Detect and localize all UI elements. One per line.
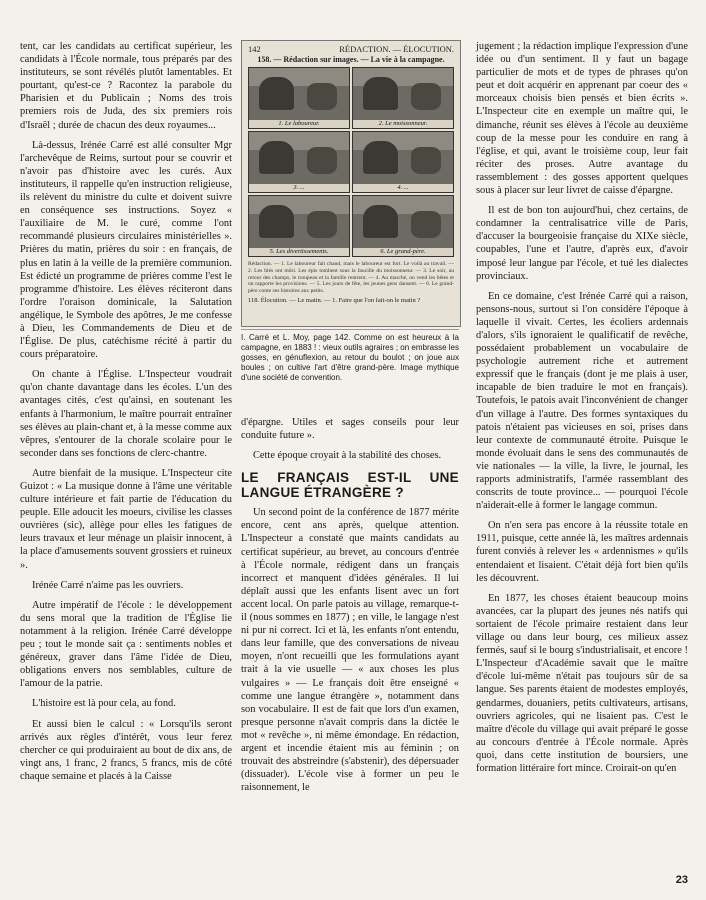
- paragraph: jugement ; la rédaction implique l'expression d'une idée ou d'un sentiment. Il y faut un bagage particulier de mots et de types de phrases qu'on peut et doit acquérir en apprenant par coeur des « morceaux choisis bien pensés et bien écrits ». L'Inspecteur cite en exemple un maître qui, le dimanche, réunit ses élèves à l'école au deuxième coup de la messe pour les conduire en rang à l'église, et qui, avant le troisième coup, leur fait réciter des proses. Autre avantage du rassemblement : des gosses apportent quelques sous à placer sur leur livret de caisse d'épargne.: [476, 41, 688, 197]
- figure-image-grid: [248, 67, 454, 257]
- figure-panel: [248, 195, 350, 257]
- panel-caption: 3. ...: [249, 184, 349, 192]
- figure-title: 158. — Rédaction sur images. — La vie à la campagne.: [257, 55, 445, 64]
- figure-body-text: Rédaction. — 1. Le laboureur fait chaud, mais le laboureur est fort. Le voilà au travail. — 2. Les blés ont mûri. Les épis tombent sous la faucille du moissonneur. — 3. Le soir, au retour des champs, le troupeau et la famille rentrent. — 4. Au marché, on vend les bêtes et on rapporte les provisions. — 5. Les jours de fête, les jeunes gens dansent. — 6. Le grand-père conte ses histoires aux petits.: [248, 261, 454, 295]
- panel-caption: 6. Le grand-père.: [353, 248, 453, 256]
- figure-header: [242, 41, 460, 54]
- figure-caption: I. Carré et L. Moy, page 142. Comme on est heureux à la campagne, en 1883 ! : vieux outils agraires ; on embrasse les gosses, en génuflexion, au retour du boulot ; on joue aux boules ; on cultive l'art d'être grand-père. Image mythique d'une société de convention.: [241, 329, 459, 383]
- column-right: [476, 40, 688, 782]
- panel-caption: 1. Le laboureur.: [249, 120, 349, 128]
- paragraph: Un second point de la conférence de 1877 mérite encore, cent ans après, quelque attention. L'Inspecteur a constaté que maints candidats au certificat supérieur, au brevet, au concours d'entrée à l'École normale, rédigent dans un français incorrect et manquent d'idées générales. Il lui déplaît aussi que les enfants lisent avec un fort accent local. On parle patois au village, remarque-t-il (nous sommes en 1877) ; en ville, le langage n'est ni pur ni correct. Ici et là, les enfants n'ont entendu, dans leur famille, que des conversations de niveau moyen, n'ont recueilli que les formulations ayant trait à la vie usuelle — « aux choses les plus vulgaires » — Le français doit être enseigné « comme une langue étrangère », notamment dans son vocabulaire. Il est de fait que lors d'un examen, presque personne n'avait compris dans la dictée le mot « revêche », ni même émondage. En rédaction, argent et incendie étaient mis au féminin ; on trouvait des abstreindre (s'abstenir), des dépersuader (dissuader). L'école vise à former un peu le raisonnement, le: [241, 507, 459, 794]
- figure-running-head: RÉDACTION. — ÉLOCUTION.: [339, 44, 454, 54]
- schoolbook-illustration: [241, 40, 461, 327]
- figure-panel: [352, 67, 454, 129]
- paragraph: tent, car les candidats au certificat supérieur, les candidats à l'École normale, tous préparés par des instituteurs, se sont révélés plutôt lamentables. Et pourtant, qu'est-ce ? Racontez la parabole du Pharisien et du Publicain ; Noms des trois premiers rois de Juda, des six premiers rois d'Israël ; durée de chacun des deux royaumes...: [20, 41, 232, 131]
- panel-caption: 2. Le moissonneur.: [353, 120, 453, 128]
- paragraph: Cette époque croyait à la stabilité des choses.: [253, 450, 442, 462]
- paragraph: Autre impératif de l'école : le développement du sens moral que la tradition de l'Église lie notamment à la religion. Irénée Carré développe peu ; tout le monde sait ça : sentiments nobles et généreux, graver dans l'âme l'idée de Dieu, obligations envers nos semblables, culture de l'amour de la patrie.: [20, 599, 232, 690]
- figure-footer: 118. Élocution. — Le matin. — 1. Faire que l'on fait-on le matin ?: [248, 296, 421, 304]
- paragraph: L'histoire est là pour cela, au fond.: [32, 698, 176, 710]
- figure-page-number: 142: [248, 44, 261, 54]
- paragraph: On n'en sera pas encore à la réussite totale en 1911, puisque, cette année là, les maîtres ardennais furent conviés à relever les « ardennismes » qu'ils entendaient et lisaient. C'était déjà fort bien qu'ils les découvrent.: [476, 520, 688, 584]
- column-middle: [241, 416, 459, 801]
- paragraph: d'épargne. Utiles et sages conseils pour leur conduite future ».: [241, 417, 459, 442]
- figure-panel: [248, 67, 350, 129]
- page-number: 23: [675, 874, 688, 886]
- paragraph: En ce domaine, c'est Irénée Carré qui a raison, pensons-nous, surtout si l'on considère l'époque à laquelle il vivait. Certes, les écoliers ardennais d'alors, s'ils ignoraient le qualificatif de revêche, possédaient probablement un vocabulaire de psychologie autrement riche et autrement expressif que le français (dont je me plais à user, incapable de bien traduire le mot en français). Toutefois, le patois avait l'inconvénient de changer d'un village à l'autre. Des formes syntaxiques du patois n'étaient pas vicieuses en soi, prises dans leur contexte de communauté étroite. Puisque le monde évoluait dans le sens des communautés de vie nationales — la ville, la livre, le journal, les rapports administratifs, l'armée rassemblant des conscrits de toute province... — pourquoi l'école n'aiderait-elle à former le langage commun.: [476, 290, 688, 512]
- paragraph: Et aussi bien le calcul : « Lorsqu'ils seront arrivés aux règles d'intérêt, vous leur ferez chercher ce qui produiraient au bout de dix ans, de vingt ans, 1 franc, 2 francs, 5 francs, mis de côté chaque semaine et placés à la Caisse: [20, 718, 232, 782]
- paragraph: On chante à l'Église. L'Inspecteur voudrait qu'on chante davantage dans les écoles. L'un des avantages cités, c'est qu'ainsi, en soutenant les enfants à l'harmonium, le maître pourrait entraîner ses élèves au plain-chant et, à la messe comme aux vêpres, s'entourer de la chorale scolaire pour le seconder dans ses fonctions de clerc-chantre.: [20, 369, 232, 459]
- paragraph: En 1877, les choses étaient beaucoup moins avancées, car la plupart des jeunes nés natifs qui sortaient de l'école primaire restaient dans leur village ou dans leur bourg, ces milieux assez fermés, sauf si le bourg s'industrialisait, et encore ! L'Inspecteur d'Académie savait que le maître d'école lui-même n'était pas toujours sûr de sa langue. Ses parents étaient de modestes employés, gendarmes, douaniers, petits cultivateurs, artisans, ouvriers agricoles, qui ne lisaient pas. C'est le maître d'école du village qui avait préparé le gosse au concours d'entrée à l'École normale. Après quoi, dans cette institution de boursiers, une formation littéraire fort mince. Croirait-on qu'en: [476, 592, 688, 774]
- panel-caption: 5. Les divertissements.: [249, 248, 349, 256]
- figure-panel: [352, 131, 454, 193]
- section-heading: LE FRANÇAIS EST-IL UNE LANGUE ÉTRANGÈRE ?: [241, 470, 459, 501]
- figure-panel: [248, 131, 350, 193]
- column-left: [20, 40, 232, 790]
- paragraph: Irénée Carré n'aime pas les ouvriers.: [32, 579, 184, 591]
- figure-panel: [352, 195, 454, 257]
- paragraph: Autre bienfait de la musique. L'Inspecteur cite Guizot : « La musique donne à l'âme une véritable culture intérieure et fait partie de l'éducation du peuple. Elle adoucit les moeurs, civilise les classes ouvrières (sic), allège pour elles les fatigues de leurs travaux et leur ménage un plaisir innocent, à la place d'amusements souvent grossiers et ruineux ».: [20, 467, 232, 571]
- paragraph: Là-dessus, Irénée Carré est allé consulter Mgr l'archevêque de Reims, surtout pour se couvrir et n'avoir pas d'histoire avec les curés. Aux instituteurs, il rappelle qu'en instruction religieuse, ils relèvent du ministre du culte et doivent suivre en conséquence ses instructions. Soyez « l'auxiliaire de M. le curé, comme l'ont recommandé plusieurs circulaires ministérielles ». Prières du matin, prières du soir : en français, de plus en latin à la veille de la première communion. Est édicté un programme de prières comme l'est le programme d'histoire. Les élèves réciteront dans l'ordre l'oraison dominicale, la Salutation angélique, le Symbole des apôtres, Je me confesse à Dieu, les Commandements de Dieu et de l'Église. De plus, catéchisme récité à partir du cours préparatoire.: [20, 139, 232, 361]
- paragraph: Il est de bon ton aujourd'hui, chez certains, de condamner la centralisatrice ville de Paris, d'accuser la bourgeoisie française du XIXe siècle, coupables, l'une et l'autre, d'après eux, d'avoir imposé leur langue par l'école, et tué les dialectes provinciaux.: [476, 205, 688, 282]
- panel-caption: 4. ...: [353, 184, 453, 192]
